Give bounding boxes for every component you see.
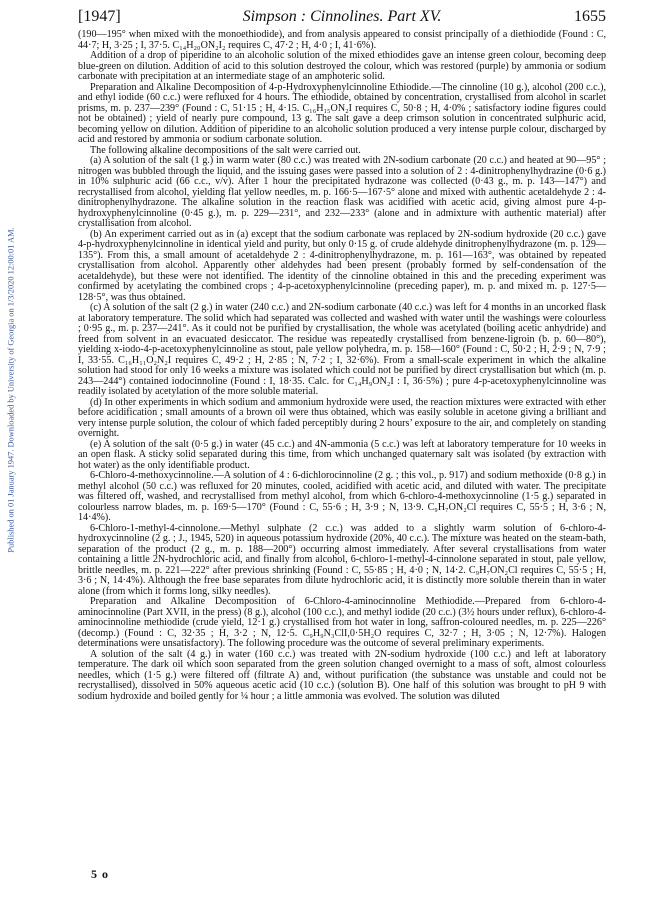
running-header <box>78 8 606 30</box>
download-notice <box>4 150 18 630</box>
paragraph: The following alkaline decompositions of the salt were carried out. <box>90 144 361 156</box>
journal-year: [1947] <box>78 8 121 25</box>
download-notice-text: Published on 01 January 1947. Downloaded by University of Georgia on 1/3/2020 12:00:01 AM. <box>6 227 16 553</box>
paragraph: A solution of the salt (4 g.) in water (160 c.c.) was treated with 2N-sodium hydroxide (100 c.c.) and left at laboratory temperature. The dark oil which soon separated from the green solution changed overnight to a mass of soft, almost colourless needles, which (1·5 g.) were filtered off (filtrate A) and, without purification (the substance was unstable and could not be recrystallised), dissolved in 50% aqueous acetic acid (10 c.c.) (solution B). One half of this solution was brought to pH 9 with sodium hydroxide and boiled gently for ¼ hour ; a little ammonia was evolved. The solution was diluted <box>78 648 606 702</box>
page-number: 1655 <box>574 8 606 25</box>
paragraph: (d) In other experiments in which sodium and ammonium hydroxide were used, the reaction mixtures were extracted with ether before acidification ; small amounts of a brown oil were thus obtained, which was easily soluble in acetone giving a brilliant and very intense purple solution, the colour of which faded perceptibly during 2 hours’ exposure to the air, and completely on standing overnight. <box>78 396 606 439</box>
paragraph: (a) A solution of the salt (1 g.) in warm water (80 c.c.) was treated with 2N-sodium carbonate (20 c.c.) and heated at 90—95° ; nitrogen was bubbled through the liquid, and the issuing gases were passed into a solution of 2 : 4-dinitrophenylhydrazine (0·6 g.) in 10% sulphuric acid (66 c.c., v/v). After 1 hour the precipitated hydrazone was collected (0·43 g., m. p. 143—147°) and recrystallised from alcohol, yielding flat yellow needles, m. p. 166·5—167·5° alone and mixed with authentic acetaldehyde 2 : 4-dinitrophenylhydrazone. The alkaline solution in the reaction flask was acidified with acetic acid, giving almost pure 4-p-hydroxyphenylcinnoline (0·45 g.), m. p. 229—231°, and 232—233° (alone and in admixture with authentic material) after crystallisation from alcohol. <box>78 155 606 229</box>
paragraph: 6-Chloro-1-methyl-4-cinnolone.—Methyl sulphate (2 c.c.) was added to a slightly warm solution of 6-chloro-4-hydroxycinnoline (2 g. ; J., 1945, 520) in aqueous potassium hydroxide (20%, 40 c.c.). The mixture was heated on the steam-bath, separation of the product (2 g., m. p. 188—200°) occurring almost immediately. After several crystallisations from water containing a little 2N-hydrochloric acid, and finally from alcohol, 6-chloro-1-methyl-4-cinnolone separated in stout, pale yellow, brittle needles, m. p. 221—222° after previous shrinking (Found : C, 55·85 ; H, 4·0 ; N, 14·2. C₉H₇ON₂Cl requires C, 55·5 ; H, 3·6 ; N, 14·4%). Although the free base separates from dilute hydrochloric acid, it is distinctly more soluble therein than in water alone (from which it forms long, silky needles). <box>78 522 606 597</box>
paragraph: (c) A solution of the salt (2 g.) in water (240 c.c.) and 2N-sodium carbonate (40 c.c.) was left for 4 months in an uncorked flask at laboratory temperature. The solid which had separated was collected and washed with water until the washings were colourless ; 0·95 g., m. p. 237—241°. As it could not be purified by crystallisation, the whole was acetylated (boiling acetic anhydride) and freed from solvent in an evacuated desiccator. The residue was repeatedly crystallised from benzene-ligroin (b. p. 60—80°), yielding x-iodo-4-p-acetoxyphenylcinnoline as stout, pale yellow polyhedra, m. p. 158—160° (Found : C, 50·2 ; H, 2·9 ; N, 7·9 ; I, 33·55. C₁₆H₁₁O₂N₂I requires C, 49·2 ; H, 2·85 ; N, 7·2 ; I, 32·6%). From a small-scale experiment in which the alkaline solution had stood for only 16 weeks a mixture was isolated which could not be purified by direct crystallisation but which (m. p. 243—244°) contained iodocinnoline (Found : I, 18·35. Calc. for C₁₄H₉ON₂I : I, 36·5%) ; pure 4-p-acetoxyphenylcinnoline was readily isolated by acetylation of the more soluble material. <box>78 302 606 397</box>
running-title: Simpson : Cinnolines. Part XV. <box>242 8 442 25</box>
paragraph: (b) An experiment carried out as in (a) except that the sodium carbonate was replaced by 2N-sodium hydroxide (20 c.c.) gave 4-p-hydroxyphenylcinnoline in identical yield and purity, but only 0·15 g. of crude aldehyde dinitrophenylhydrazone (m. p. 129—135°). From this, a small amount of acetaldehyde 2 : 4-dinitrophenylhydrazone, m. p. 161—163°, was obtained by repeated crystallisation from alcohol. Apparently other aldehydes had been present (probably formed by self-condensation of the acetaldehyde), but these were not identified. The identity of the cinnoline obtained in this and the preceding experiment was confirmed by acetylating the combined crops ; 4-p-acetoxyphenylcinnoline (preceding paper), m. p. and mixed m. p. 127·5—128·5°, was thus obtained. <box>78 228 606 303</box>
paragraph: Preparation and Alkaline Decomposition of 6-Chloro-4-aminocinnoline Methiodide.—Prepared from 6-chloro-4-aminocinnoline (Part XVII, in the press) (8 g.), alcohol (100 c.c.), and methyl iodide (20 c.c.) (3½ hours under reflux), 6-chloro-4-aminocinnoline methiodide (crude yield, 12·1 g.) crystallised from hot water in long, saffron-coloured needles, m. p. 225—226° (decomp.) (Found : C, 32·35 ; H, 3·2 ; N, 12·5. C₉H₉N₃ClI,0·5H₂O requires C, 32·7 ; H, 3·05 ; N, 12·7%). Halogen determinations were unsatisfactory). The following procedure was the outcome of several preliminary experiments. <box>78 596 606 649</box>
paragraph: Preparation and Alkaline Decomposition of 4-p-Hydroxyphenylcinnoline Ethiodide.—The cinnoline (10 g.), alcohol (200 c.c.), and ethyl iodide (60 c.c.) were refluxed for 4 hours. The ethiodide, obtained by concentration, crystallised from alcohol in scarlet prisms, m. p. 237—239° (Found : C, 51·15 ; H, 4·15. C₁₆H₁₅ON₂I requires C, 50·8 ; H, 4·0% ; satisfactory iodine figures could not be obtained) ; yield of nearly pure compound, 13 g. The salt gave a deep crimson solution in concentrated sulphuric acid, becoming yellow on dilution. Addition of piperidine to an alcoholic solution produced a very intense purple colour, discharged by acid and restored by ammonia or sodium carbonate solution. <box>78 81 606 145</box>
paragraph: 6-Chloro-4-methoxycinnoline.—A solution of 4 : 6-dichlorocinnoline (2 g. ; this vol., p. 917) and sodium methoxide (0·8 g.) in methyl alcohol (50 c.c.) was refluxed for 20 minutes, cooled, acidified with acetic acid, and diluted with water. The precipitate was filtered off, washed, and recrystallised from methyl alcohol, from which 6-chloro-4-methoxycinnoline (1·5 g.) separated in colourless narrow blades, m. p. 169·5—170° (Found : C, 55·6 ; H, 3·9 ; N, 13·9. C₉H₇ON₂Cl requires C, 55·5 ; H, 3·6 ; N, 14·4%). <box>78 470 606 523</box>
paragraph: Addition of a drop of piperidine to an alcoholic solution of the mixed ethiodides gave an intense green colour, becoming deep blue-green on dilution. Addition of acid to this solution destroyed the colour, which was restored (purple) by ammonia or sodium carbonate with precipitation at an intermediate stage of an amphoteric solid. <box>78 50 606 82</box>
paragraph: (190—195° when mixed with the monoethiodide), and from analysis appeared to consist principally of a diethiodide (Found : C, 44·7; H, 3·25 ; I, 37·5. C₁₄H₂₀ON₂I₂ requires C, 47·2 ; H, 4·0 ; I, 41·6%). <box>78 29 606 51</box>
article-body <box>78 30 606 702</box>
paragraph: (e) A solution of the salt (0·5 g.) in water (45 c.c.) and 4N-ammonia (5 c.c.) was left at laboratory temperature for 10 weeks in an open flask. A sticky solid separated during this time, from which unchanged quaternary salt was isolated (by extraction with hot water) as the only identifiable product. <box>78 438 606 471</box>
signature-mark: 5 o <box>91 867 109 881</box>
